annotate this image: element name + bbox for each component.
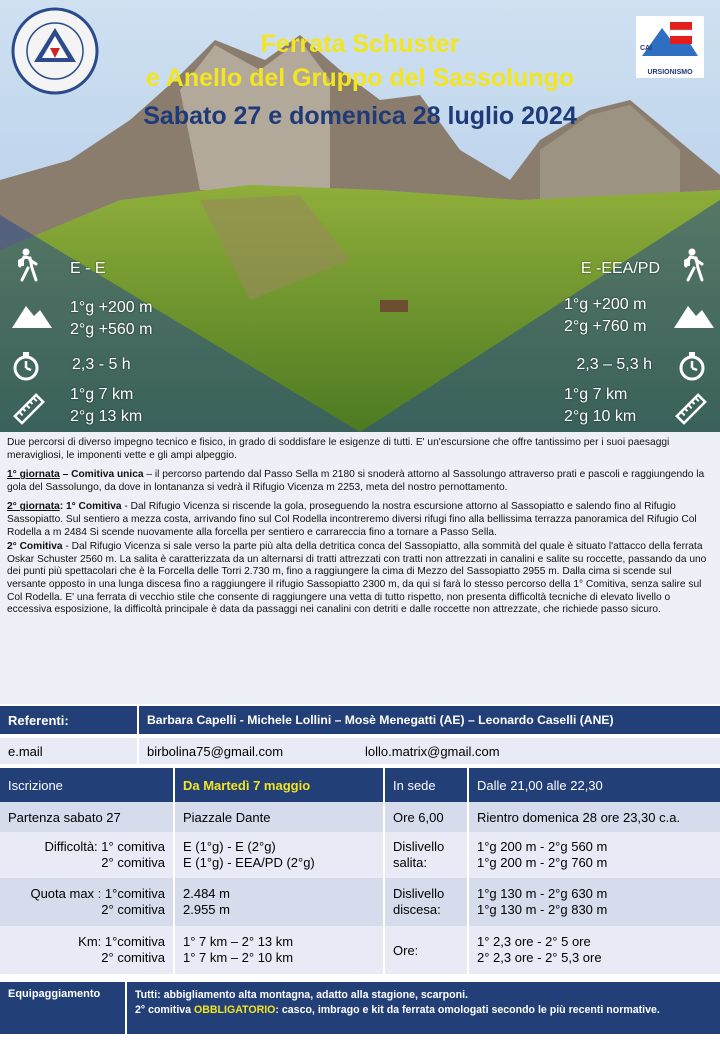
mountain-icon-right [674, 298, 714, 328]
referenti-label: Referenti: [0, 706, 138, 734]
title-line-2: e Anello del Gruppo del Sassolungo [145, 64, 575, 92]
stopwatch-icon [12, 350, 40, 382]
discesa-value-2: 1°g 130 m - 2°g 830 m [477, 902, 608, 917]
email-label: e.mail [8, 743, 43, 759]
right-km-2: 2°g 10 km [564, 408, 637, 425]
hero-banner [0, 0, 720, 432]
diff-value-1: E (1°g) - E (2°g) [183, 839, 276, 854]
com2-text: - Dal Rifugio Vicenza si sale verso la parte più alta della detritica conca del Sassopiatto, alla sommità del quale è situato l'attacco della ferrata Oskar Schuster 2560 m. La salita è caratterizzata da un alternarsi di tratti attrezzati con tratti non attrezzati in canalini e salite su roccette, passando da uno dei punti più spettacolari che è la Forcella delle Torri 2.730 m, fino a raggiungere la cima di Mezzo del Sassopiatto 2955 m. Dalla cima si scende sul versante opposto in una lunga discesa fino a raggiungere il rifugio Sassopiatto 2300 m, da qui si farà lo stesso percorso della 1° Comitiva, senza salire sul Col Rodella. E' una ferrata di vecchio stile che consente di raggiungere una vetta di tutto rispetto, non presenta difficoltà tecniche di elevato livello o eccessiva esposizione, la difficoltà principale è data da passaggi nei canalini con detriti e dalle roccette non attrezzate, che richiede passo sicuro. [7, 541, 707, 616]
rientro: Rientro domenica 28 ore 23,30 c.a. [468, 802, 720, 832]
hiker-icon-right [680, 248, 708, 282]
day1-text: – il percorso partendo dal Passo Sella m 2180 si snoderà attorno al Sassolungo attraverso prati e pascoli e raggiungendo la gola del Sassolungo, da dove in lontananza si vedrà il Rifugio Vicenza m 2253, meta del nostro pernottamento. [7, 469, 705, 493]
com2-label: 2° Comitiva [7, 541, 63, 553]
day2-text: - Dal Rifugio Vicenza si riscende la gola, proseguendo la nostra escursione attorno al Sassopiatto e salendo fino al Rifugio Sassopiatto. Sul sentiero a mezza costa, arrivando fino sul Col Rodella incontreremo diversi rifugi fino alla bellissima terrazza panoramica del Rifugio Col Rodella a m 2484 Si scende nuovamente alla forcella per sentiero e carrareccia fino a tornare a Passo Sella. [7, 501, 697, 538]
description-section [0, 432, 720, 704]
quota-value-1: 2.484 m [183, 886, 230, 901]
quota-value-2: 2.955 m [183, 902, 230, 917]
left-km-2: 2°g 13 km [70, 408, 143, 425]
iscrizione-label: Iscrizione [8, 777, 63, 793]
km-label-2: 2° comitiva [101, 950, 165, 965]
email-2[interactable]: lollo.matrix@gmail.com [365, 743, 500, 759]
left-elev-1: 1°g +200 m [70, 299, 153, 316]
discesa-value-1: 1°g 130 m - 2°g 630 m [477, 886, 608, 901]
equip-line-2c: : casco, imbrago e kit da ferrata omologati secondo le più recenti normative. [275, 1004, 660, 1016]
sede-label: In sede [384, 768, 468, 802]
discesa-label-1: Dislivello [393, 886, 445, 901]
referenti-value: Barbara Capelli - Michele Lollini – Mosè Menegatti (AE) – Leonardo Caselli (ANE) [138, 706, 720, 734]
partenza-place: Piazzale Dante [174, 802, 384, 832]
left-time: 2,3 - 5 h [72, 356, 131, 373]
referenti-table [0, 706, 720, 764]
hiker-icon [14, 248, 42, 282]
left-elev-2: 2°g +560 m [70, 321, 153, 338]
quota-label-2: 2° comitiva [101, 902, 165, 917]
right-km-1: 1°g 7 km [564, 386, 628, 403]
equip-line-1: Tutti: abbigliamento alta montagna, adatto alla stagione, scarponi. [135, 989, 468, 1001]
salita-value-2: 1°g 200 m - 2°g 760 m [477, 855, 608, 870]
partenza-label: Partenza sabato 27 [8, 809, 121, 825]
day1-label: 1° giornata [7, 469, 60, 481]
svg-text:CAI: CAI [640, 45, 653, 52]
ore-value-2: 2° 2,3 ore - 2° 5,3 ore [477, 950, 602, 965]
email-1[interactable]: birbolina75@gmail.com [147, 743, 284, 759]
right-difficulty: E -EEA/PD [580, 260, 660, 277]
day2-paragraph [7, 501, 713, 539]
salita-value-1: 1°g 200 m - 2°g 560 m [477, 839, 608, 854]
equip-obbligatorio: OBBLIGATORIO [194, 1004, 276, 1016]
mountain-icon [12, 298, 52, 328]
equip-label: Equipaggiamento [8, 988, 101, 1000]
ruler-icon [12, 392, 46, 426]
ruler-icon-right [674, 392, 708, 426]
left-difficulty: E - E [70, 260, 106, 277]
intro-text: Due percorsi di diverso impegno tecnico e fisico, in grado di soddisfare le esigenze di tutti. E' un'escursione che offre tantissimo per i suoi paesaggi meravigliosi, le imponenti vette e gli ampi alpeggio. [7, 437, 670, 461]
salita-label-2: salita: [393, 855, 427, 870]
equip-line-2a: 2° comitiva [135, 1004, 194, 1016]
day1-sub: – Comitiva unica [59, 469, 144, 481]
day2-label: 2° giornata [7, 501, 60, 513]
right-elev-1: 1°g +200 m [564, 296, 647, 313]
date-line: Sabato 27 e domenica 28 luglio 2024 [143, 102, 577, 130]
day2-sub: : 1° Comitiva [59, 501, 122, 513]
km-value-1: 1° 7 km – 2° 13 km [183, 934, 294, 949]
partenza-time: Ore 6,00 [384, 802, 468, 832]
equip-line-2 [135, 1003, 712, 1018]
right-time: 2,3 – 5,3 h [576, 356, 652, 373]
right-elev-2: 2°g +760 m [564, 318, 647, 335]
day1-paragraph [7, 469, 713, 494]
email-row [138, 738, 720, 764]
ore-label: Ore: [384, 926, 468, 974]
equip-table [0, 982, 720, 1034]
km-value-2: 1° 7 km – 2° 10 km [183, 950, 294, 965]
discesa-label-2: discesa: [393, 902, 441, 917]
diff-value-2: E (1°g) - EEA/PD (2°g) [183, 855, 315, 870]
ore-value-1: 1° 2,3 ore - 2° 5 ore [477, 934, 591, 949]
km-label-1: Km: 1°comitiva [78, 934, 165, 949]
quota-label-1: Quota max : 1°comitiva [30, 886, 165, 901]
diff-label-1: Difficoltà: 1° comitiva [44, 839, 165, 854]
salita-label-1: Dislivello [393, 839, 445, 854]
stopwatch-icon-right [678, 350, 706, 382]
logo-caption: URSIONISMO [647, 69, 693, 76]
diff-label-2: 2° comitiva [101, 855, 165, 870]
iscrizione-value: Da Martedì 7 maggio [174, 768, 384, 802]
info-table [0, 768, 720, 974]
com2-paragraph [7, 541, 713, 617]
left-km-1: 1°g 7 km [70, 386, 134, 403]
sede-value: Dalle 21,00 alle 22,30 [468, 768, 720, 802]
title-line-1: Ferrata Schuster [260, 30, 460, 58]
